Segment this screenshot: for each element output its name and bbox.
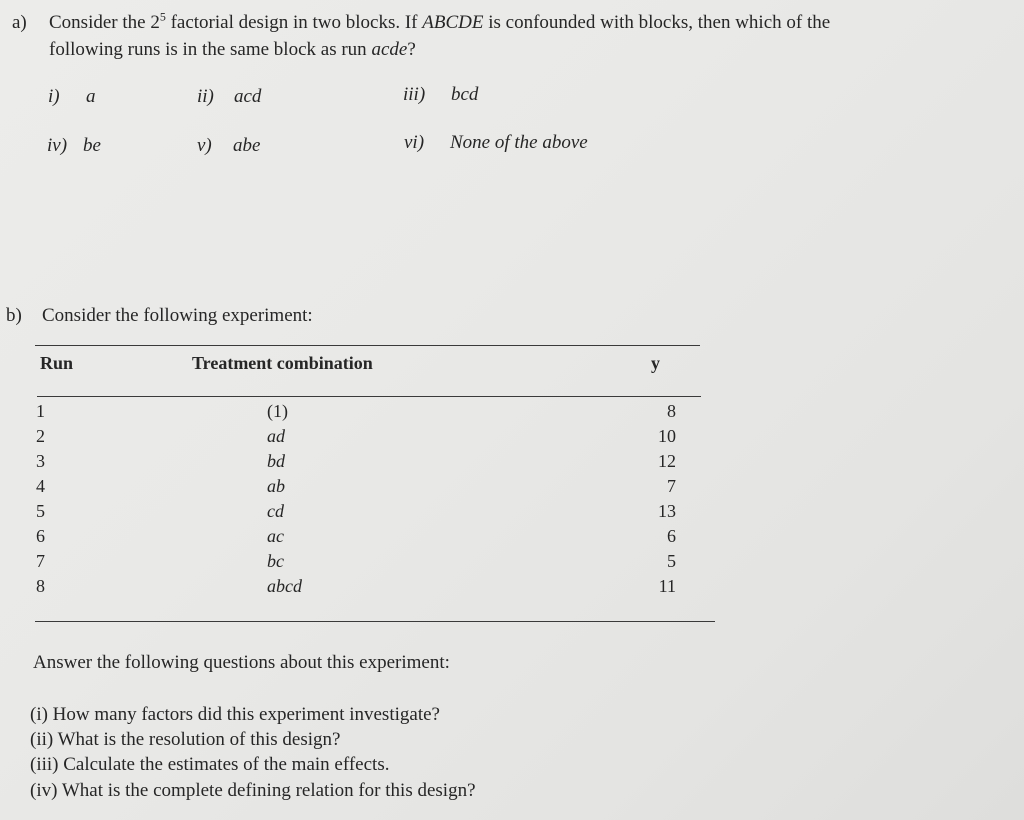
cell-y: 11: [658, 576, 676, 596]
header-run: Run: [40, 353, 74, 373]
q-a-exponent: 5: [159, 9, 166, 24]
cell-y: 8: [667, 401, 676, 421]
table-header-rule: [37, 396, 701, 397]
cell-y: 12: [658, 451, 676, 471]
cell-treatment: bd: [267, 451, 285, 471]
option-number: i): [48, 86, 60, 107]
option-text: a: [86, 86, 96, 107]
option-4: [47, 135, 101, 157]
cell-y: 6: [667, 526, 676, 546]
cell-treatment: (1): [267, 401, 288, 421]
table-row: [36, 399, 716, 424]
cell-treatment: ab: [267, 476, 285, 496]
option-text: None of the above: [450, 132, 588, 153]
cell-treatment: ad: [267, 426, 285, 446]
answer-intro: Answer the following questions about this experiment:: [33, 652, 450, 673]
cell-y: 10: [658, 426, 676, 446]
table-row: [36, 424, 716, 449]
table-row: [36, 524, 716, 549]
option-number: v): [197, 135, 212, 156]
cell-run: 3: [36, 451, 45, 471]
q-a-text: Consider the 2: [49, 12, 160, 33]
table-row: [36, 499, 716, 524]
header-treatment: Treatment combination: [192, 353, 373, 373]
q-a-text: ?: [407, 39, 416, 60]
table-row: [36, 474, 716, 499]
option-3: [403, 84, 479, 106]
cell-treatment: abcd: [267, 576, 302, 596]
option-1: [48, 86, 96, 108]
cell-y: 5: [667, 551, 676, 571]
option-number: iii): [403, 84, 426, 105]
table-top-rule: [35, 345, 700, 346]
header-y: y: [651, 353, 660, 373]
q-a-run: acde: [371, 39, 408, 60]
cell-run: 4: [36, 476, 45, 496]
cell-treatment: bc: [267, 551, 284, 571]
q-a-text: is confounded with blocks, then which of the: [483, 12, 831, 33]
option-text: be: [83, 135, 101, 156]
option-number: vi): [404, 132, 425, 153]
table-bottom-rule: [35, 621, 715, 622]
cell-run: 7: [36, 551, 45, 571]
part-a-question-line2: [49, 37, 416, 62]
part-b-label: b): [6, 305, 22, 326]
question-1: (i) How many factors did this experiment investigate?: [30, 704, 440, 725]
option-text: abe: [233, 135, 261, 156]
option-text: acd: [234, 86, 262, 107]
option-number: ii): [197, 86, 214, 107]
question-3: (iii) Calculate the estimates of the main effects.: [30, 754, 390, 775]
cell-run: 5: [36, 501, 45, 521]
part-a-question-line1: [49, 10, 830, 35]
table-body: [36, 399, 716, 599]
q-a-text: following runs is in the same block as run: [49, 39, 372, 60]
q-a-text: factorial design in two blocks. If: [165, 12, 423, 33]
question-2: (ii) What is the resolution of this design?: [30, 729, 341, 750]
part-b-intro: Consider the following experiment:: [42, 305, 313, 326]
option-2: [197, 86, 262, 108]
cell-run: 2: [36, 426, 45, 446]
table-row: [36, 574, 716, 599]
cell-run: 8: [36, 576, 45, 596]
question-4: (iv) What is the complete defining relation for this design?: [30, 780, 476, 801]
option-5: [197, 135, 261, 157]
part-a-label: a): [12, 12, 27, 33]
cell-treatment: ac: [267, 526, 284, 546]
option-6: [404, 132, 588, 154]
cell-treatment: cd: [267, 501, 284, 521]
cell-y: 7: [667, 476, 676, 496]
option-number: iv): [47, 135, 68, 156]
cell-run: 6: [36, 526, 45, 546]
cell-run: 1: [36, 401, 45, 421]
table-row: [36, 549, 716, 574]
option-text: bcd: [451, 84, 479, 105]
q-a-confounded-effect: ABCDE: [422, 12, 484, 33]
table-row: [36, 449, 716, 474]
cell-y: 13: [658, 501, 676, 521]
